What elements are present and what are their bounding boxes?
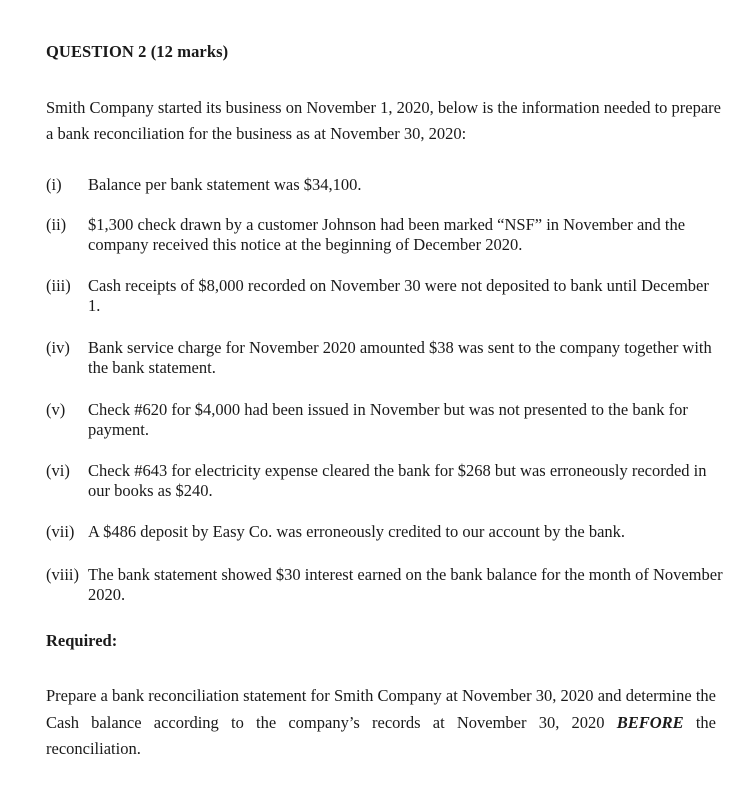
item-text: Balance per bank statement was $34,100. xyxy=(88,175,362,194)
item-number: (iii) xyxy=(46,276,71,295)
item-number: (viii) xyxy=(46,565,79,584)
required-text-before: Prepare a bank reconciliation statement for Smith Company at November 30, 2020 and determine the Cash balance according to the company’s records at November 30, 2020 xyxy=(46,686,716,732)
intro-paragraph: Smith Company started its business on November 1, 2020, below is the information needed to prepare a bank reconciliation for the business as at November 30, 2020: xyxy=(46,98,722,143)
required-paragraph xyxy=(46,683,716,763)
item-number: (vii) xyxy=(46,522,75,541)
item-text: Bank service charge for November 2020 amounted $38 was sent to the company together with the bank statement. xyxy=(88,338,712,377)
item-number: (iv) xyxy=(46,338,70,357)
required-text-after: the reconciliation. xyxy=(46,712,716,758)
item-number: (i) xyxy=(46,175,62,194)
item-text: The bank statement showed $30 interest earned on the bank balance for the month of November 2020. xyxy=(88,565,723,604)
item-text: Check #643 for electricity expense cleared the bank for $268 but was erroneously recorded in our books as $240. xyxy=(88,461,707,500)
item-text: Cash receipts of $8,000 recorded on November 30 were not deposited to bank until December 1. xyxy=(88,276,709,315)
item-number: (vi) xyxy=(46,461,70,480)
item-text: $1,300 check drawn by a customer Johnson had been marked “NSF” in November and the company received this notice at the beginning of December 2020. xyxy=(88,215,686,254)
question-title: QUESTION 2 (12 marks) xyxy=(46,42,229,61)
required-emphasis: BEFORE xyxy=(616,712,684,732)
item-number: (ii) xyxy=(46,215,67,234)
item-text: A $486 deposit by Easy Co. was erroneously credited to our account by the bank. xyxy=(88,522,626,541)
required-heading: Required: xyxy=(46,631,118,650)
item-text: Check #620 for $4,000 had been issued in November but was not presented to the bank for payment. xyxy=(88,400,688,439)
item-number: (v) xyxy=(46,400,66,419)
